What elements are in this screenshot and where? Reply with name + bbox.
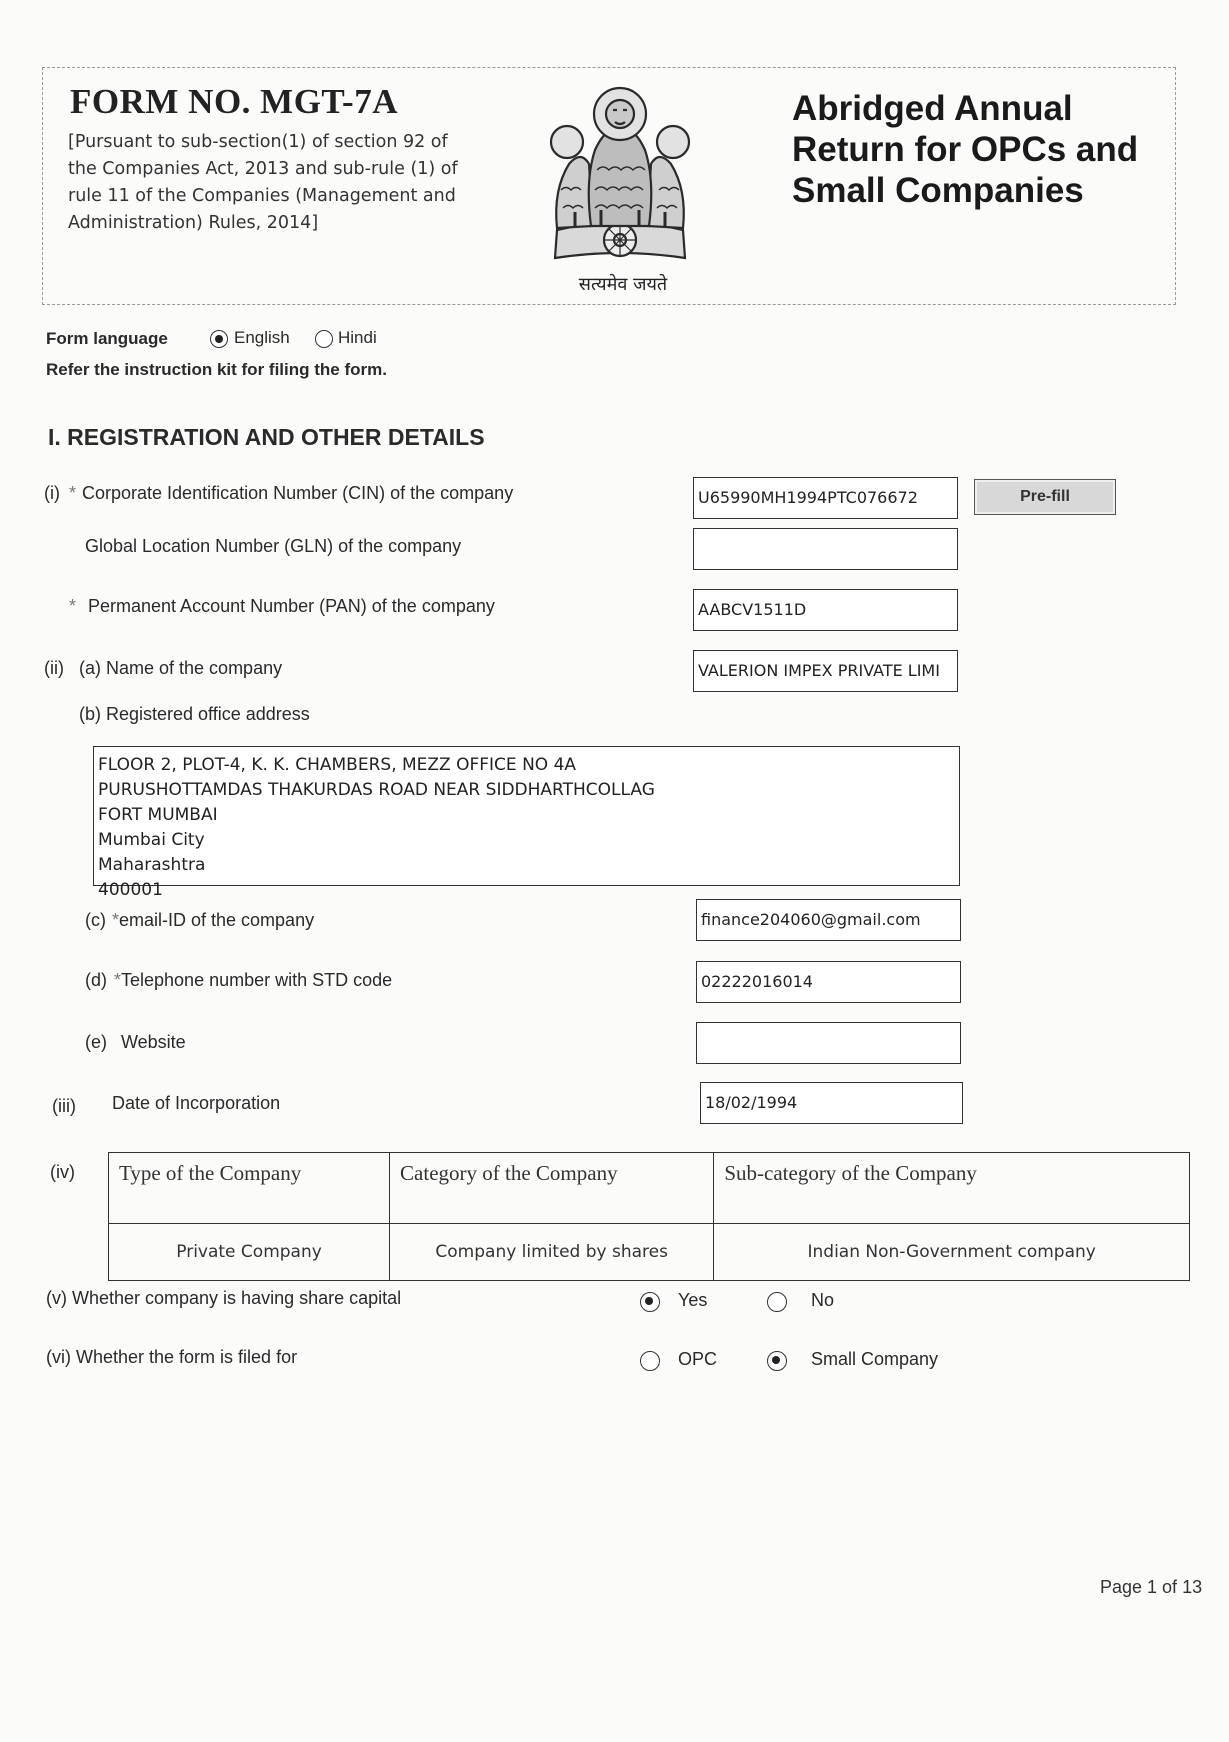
filed-for-small-company-label: Small Company [811,1349,939,1369]
emblem-motto: सत्यमेव जयते [578,274,668,295]
form-number: FORM NO. MGT-7A [70,82,398,121]
language-option-english: English [234,328,290,347]
table-header-row [109,1153,1190,1224]
phone-label: Telephone number with STD code [121,970,393,990]
company-type-table [108,1152,1190,1281]
email-field[interactable]: finance204060@gmail.com [696,899,961,941]
pan-field[interactable]: AABCV1511D [693,589,958,631]
header-subcategory: Sub-category of the Company [714,1153,1190,1224]
radio-share-capital-no[interactable] [767,1292,787,1312]
table-row [109,1224,1190,1281]
pan-label: Permanent Account Number (PAN) of the company [88,596,495,616]
filed-for-label: (vi) Whether the form is filed for [46,1347,298,1367]
address-field[interactable]: FLOOR 2, PLOT-4, K. K. CHAMBERS, MEZZ OFFICE NO 4A PURUSHOTTAMDAS THAKURDAS ROAD NEAR SIDDHARTHCOLLAG FORT MUMBAI Mumbai City Maharashtra 400001 [93,746,960,886]
value-subcategory: Indian Non-Government company [714,1224,1190,1281]
required-mark: * [69,483,77,503]
radio-filed-for-small-company[interactable] [767,1351,787,1371]
form-language-label: Form language [46,329,168,348]
company-type-number: (iv) [50,1162,75,1182]
language-option-hindi: Hindi [338,328,377,347]
incorporation-label: Date of Incorporation [112,1093,281,1113]
required-mark: * [112,910,120,930]
website-number: (e) [85,1032,107,1052]
website-field[interactable] [696,1022,961,1064]
phone-field[interactable]: 02222016014 [696,961,961,1003]
cin-label: Corporate Identification Number (CIN) of the company [82,483,514,503]
pursuant-text: [Pursuant to sub-section(1) of section 92 of the Companies Act, 2013 and sub-rule (1) of rule 11 of the Companies (Management and Administration) Rules, 2014] [68,132,458,233]
share-capital-yes-label: Yes [678,1290,708,1310]
required-mark: * [69,596,77,616]
value-category: Company limited by shares [390,1224,714,1281]
email-number: (c) [85,910,106,930]
phone-number-index: (d) [85,970,107,990]
header-category: Category of the Company [390,1153,714,1224]
share-capital-label: (v) Whether company is having share capital [46,1288,402,1308]
company-name-label: (a) Name of the company [79,658,283,678]
email-label: email-ID of the company [119,910,315,930]
incorporation-date-field[interactable]: 18/02/1994 [700,1082,963,1124]
cin-field[interactable]: U65990MH1994PTC076672 [693,477,958,519]
header-type: Type of the Company [109,1153,390,1224]
website-label: Website [121,1032,186,1052]
value-type: Private Company [109,1224,390,1281]
cin-number: (i) [44,483,60,503]
filed-for-opc-label: OPC [678,1349,718,1369]
radio-language-english[interactable] [210,330,228,348]
state-emblem-icon [535,80,705,270]
radio-language-hindi[interactable] [315,330,333,348]
name-number: (ii) [44,658,64,678]
section-heading: I. REGISTRATION AND OTHER DETAILS [48,424,485,450]
instruction-text: Refer the instruction kit for filing the form. [46,360,387,379]
required-mark: * [114,970,122,990]
form-title: Abridged Annual Return for OPCs and Small Companies [792,89,1139,210]
page-number: Page 1 of 13 [1100,1577,1203,1597]
radio-share-capital-yes[interactable] [640,1292,660,1312]
gln-label: Global Location Number (GLN) of the company [85,536,462,556]
share-capital-no-label: No [811,1290,835,1310]
company-name-field[interactable]: VALERION IMPEX PRIVATE LIMI [693,650,958,692]
incorporation-number: (iii) [52,1096,76,1116]
radio-filed-for-opc[interactable] [640,1351,660,1371]
gln-field[interactable] [693,528,958,570]
address-label: (b) Registered office address [79,704,310,724]
prefill-button[interactable]: Pre-fill [974,479,1116,515]
